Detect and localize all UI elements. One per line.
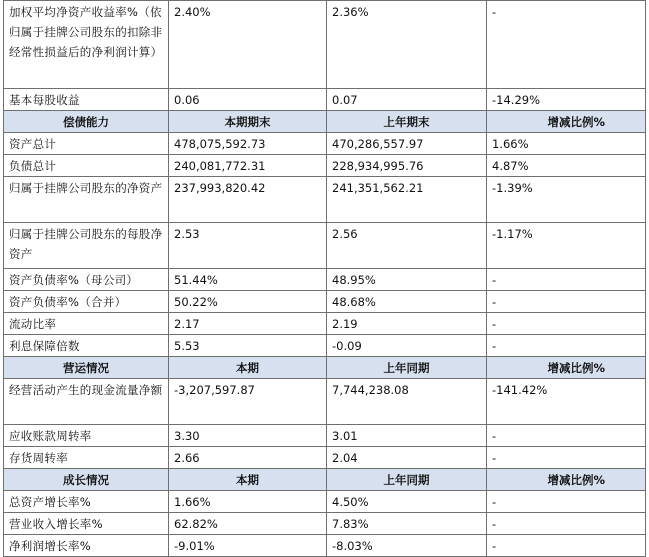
row-label: 归属于挂牌公司股东的净资产 bbox=[4, 177, 169, 223]
previous-value: 4.50% bbox=[327, 491, 487, 513]
section-header-solvency bbox=[4, 111, 646, 133]
change-value: - bbox=[487, 269, 646, 291]
current-value: 478,075,592.73 bbox=[169, 133, 327, 155]
table-row bbox=[4, 535, 646, 557]
change-value: - bbox=[487, 335, 646, 357]
row-label: 净利润增长率% bbox=[4, 535, 169, 557]
previous-value: 2.36% bbox=[327, 1, 487, 89]
table-row bbox=[4, 313, 646, 335]
table-row bbox=[4, 425, 646, 447]
column-header-change: 增减比例% bbox=[487, 111, 646, 133]
section-header-growth bbox=[4, 469, 646, 491]
current-value: 62.82% bbox=[169, 513, 327, 535]
previous-value: 470,286,557.97 bbox=[327, 133, 487, 155]
table-row bbox=[4, 155, 646, 177]
change-value: 1.66% bbox=[487, 133, 646, 155]
section-title: 偿债能力 bbox=[4, 111, 169, 133]
current-value: 0.06 bbox=[169, 89, 327, 111]
current-value: 2.66 bbox=[169, 447, 327, 469]
change-value: - bbox=[487, 313, 646, 335]
table-row bbox=[4, 291, 646, 313]
row-label: 总资产增长率% bbox=[4, 491, 169, 513]
previous-value: 3.01 bbox=[327, 425, 487, 447]
financial-indicators-table bbox=[3, 0, 646, 557]
previous-value: 228,934,995.76 bbox=[327, 155, 487, 177]
financial-indicators-table-wrapper bbox=[3, 0, 646, 557]
column-header-current: 本期 bbox=[169, 357, 327, 379]
column-header-previous: 上年同期 bbox=[327, 357, 487, 379]
current-value: 1.66% bbox=[169, 491, 327, 513]
change-value: - bbox=[487, 491, 646, 513]
previous-value: 241,351,562.21 bbox=[327, 177, 487, 223]
column-header-change: 增减比例% bbox=[487, 357, 646, 379]
row-label: 流动比率 bbox=[4, 313, 169, 335]
current-value: 2.40% bbox=[169, 1, 327, 89]
current-value: 3.30 bbox=[169, 425, 327, 447]
current-value: -3,207,597.87 bbox=[169, 379, 327, 425]
change-value: -1.17% bbox=[487, 223, 646, 269]
column-header-previous: 上年同期 bbox=[327, 469, 487, 491]
column-header-previous: 上年期末 bbox=[327, 111, 487, 133]
change-value: - bbox=[487, 425, 646, 447]
current-value: 50.22% bbox=[169, 291, 327, 313]
row-label: 经营活动产生的现金流量净额 bbox=[4, 379, 169, 425]
previous-value: 2.56 bbox=[327, 223, 487, 269]
change-value: 4.87% bbox=[487, 155, 646, 177]
change-value: - bbox=[487, 535, 646, 557]
column-header-change: 增减比例% bbox=[487, 469, 646, 491]
row-label: 资产总计 bbox=[4, 133, 169, 155]
column-header-current: 本期期末 bbox=[169, 111, 327, 133]
table-row bbox=[4, 1, 646, 89]
table-row bbox=[4, 223, 646, 269]
section-title: 成长情况 bbox=[4, 469, 169, 491]
table-row bbox=[4, 335, 646, 357]
table-row bbox=[4, 89, 646, 111]
previous-value: -0.09 bbox=[327, 335, 487, 357]
change-value: - bbox=[487, 291, 646, 313]
change-value: - bbox=[487, 447, 646, 469]
change-value: -1.39% bbox=[487, 177, 646, 223]
section-header-operations bbox=[4, 357, 646, 379]
table-row bbox=[4, 133, 646, 155]
row-label: 加权平均净资产收益率%（依归属于挂牌公司股东的扣除非经常性损益后的净利润计算） bbox=[4, 1, 169, 89]
previous-value: 0.07 bbox=[327, 89, 487, 111]
row-label: 资产负债率%（母公司） bbox=[4, 269, 169, 291]
previous-value: 7.83% bbox=[327, 513, 487, 535]
row-label: 资产负债率%（合并） bbox=[4, 291, 169, 313]
row-label: 负债总计 bbox=[4, 155, 169, 177]
table-row bbox=[4, 447, 646, 469]
change-value: - bbox=[487, 1, 646, 89]
change-value: -141.42% bbox=[487, 379, 646, 425]
current-value: 240,081,772.31 bbox=[169, 155, 327, 177]
table-row bbox=[4, 269, 646, 291]
table-row bbox=[4, 379, 646, 425]
table-row bbox=[4, 491, 646, 513]
column-header-current: 本期 bbox=[169, 469, 327, 491]
current-value: 237,993,820.42 bbox=[169, 177, 327, 223]
previous-value: 48.68% bbox=[327, 291, 487, 313]
previous-value: 7,744,238.08 bbox=[327, 379, 487, 425]
table-row bbox=[4, 177, 646, 223]
current-value: 2.17 bbox=[169, 313, 327, 335]
row-label: 基本每股收益 bbox=[4, 89, 169, 111]
row-label: 归属于挂牌公司股东的每股净资产 bbox=[4, 223, 169, 269]
row-label: 营业收入增长率% bbox=[4, 513, 169, 535]
previous-value: 2.19 bbox=[327, 313, 487, 335]
previous-value: -8.03% bbox=[327, 535, 487, 557]
table-row bbox=[4, 513, 646, 535]
current-value: 51.44% bbox=[169, 269, 327, 291]
previous-value: 48.95% bbox=[327, 269, 487, 291]
row-label: 存货周转率 bbox=[4, 447, 169, 469]
row-label: 利息保障倍数 bbox=[4, 335, 169, 357]
current-value: 2.53 bbox=[169, 223, 327, 269]
change-value: - bbox=[487, 513, 646, 535]
section-title: 营运情况 bbox=[4, 357, 169, 379]
current-value: -9.01% bbox=[169, 535, 327, 557]
previous-value: 2.04 bbox=[327, 447, 487, 469]
change-value: -14.29% bbox=[487, 89, 646, 111]
row-label: 应收账款周转率 bbox=[4, 425, 169, 447]
current-value: 5.53 bbox=[169, 335, 327, 357]
